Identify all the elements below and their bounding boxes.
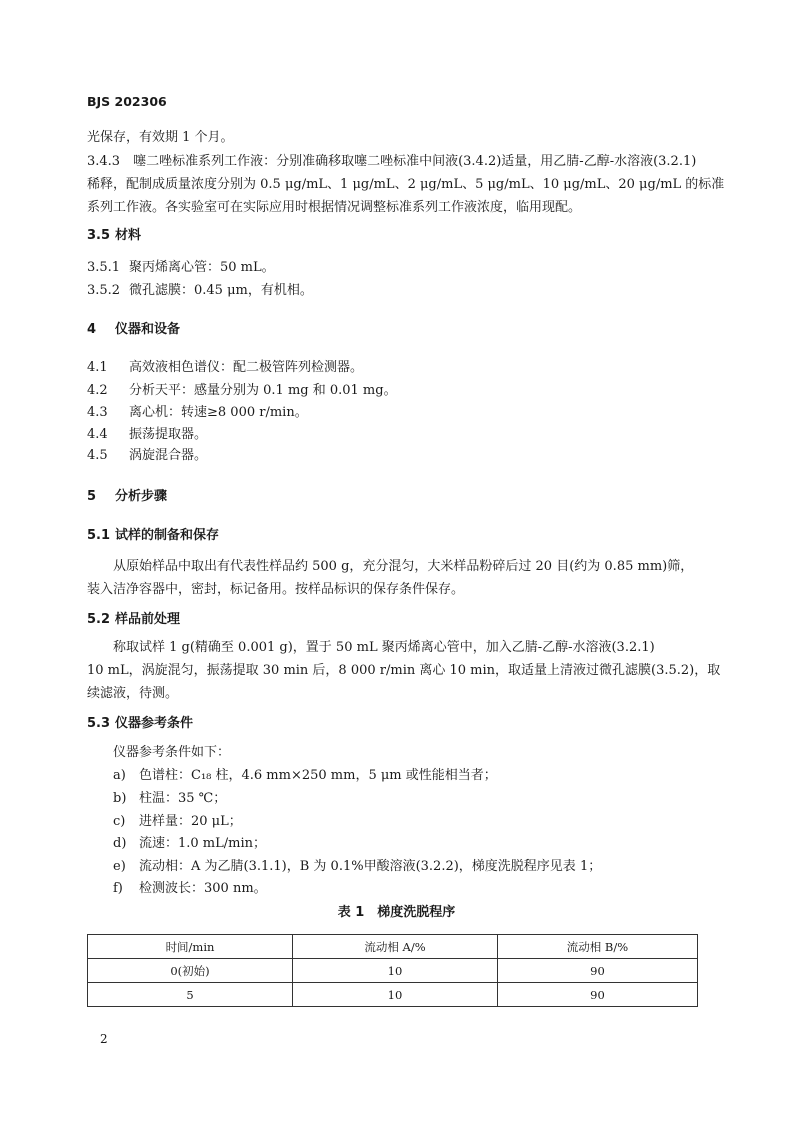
item-text: 涡旋混合器。 bbox=[129, 448, 208, 463]
item-number: 4.3 bbox=[87, 405, 108, 420]
table-caption: 表 1 梯度洗脱程序 bbox=[337, 905, 456, 920]
item-text: 高效液相色谱仪：配二极管阵列检测器。 bbox=[129, 360, 364, 375]
table-cell: 10 bbox=[293, 959, 498, 983]
list-item-label: a) bbox=[113, 768, 126, 783]
section-number: 5.3 bbox=[87, 716, 111, 731]
table-header-cell: 流动相 A/% bbox=[293, 935, 498, 959]
list-item-text: 流动相：A 为乙腈(3.1.1)，B 为 0.1%甲酸溶液(3.2.2)，梯度洗脱程序见表 1； bbox=[139, 859, 602, 874]
table-header-cell: 时间/min bbox=[88, 935, 293, 959]
section-number: 4 bbox=[87, 322, 97, 337]
section-title: 分析步骤 bbox=[115, 489, 168, 504]
section-4-4 bbox=[87, 425, 207, 445]
list-item bbox=[113, 812, 242, 832]
list-item bbox=[113, 857, 601, 877]
section-3-4-3-line-1: 3.4.3 噻二唑标准系列工作液：分别准确移取噻二唑标准中间液(3.4.2)适量，用乙腈-乙醇-水溶液(3.2.1) bbox=[87, 154, 697, 169]
table-row bbox=[88, 959, 698, 983]
section-3-5-heading bbox=[87, 226, 141, 246]
section-title: 仪器参考条件 bbox=[115, 716, 194, 731]
item-number: 3.5.1 bbox=[87, 260, 121, 275]
section-5-1-heading bbox=[87, 526, 219, 546]
section-4-heading bbox=[87, 320, 180, 340]
item-number: 3.5.2 bbox=[87, 283, 121, 298]
intro-line: 光保存，有效期 1 个月。 bbox=[87, 130, 234, 145]
list-item-label: f) bbox=[113, 881, 123, 896]
section-5-3-heading bbox=[87, 714, 193, 734]
section-5-heading bbox=[87, 487, 167, 507]
table-header-row bbox=[88, 935, 698, 959]
list-item bbox=[113, 789, 226, 809]
section-title: 仪器和设备 bbox=[115, 322, 181, 337]
item-number: 4.2 bbox=[87, 383, 108, 398]
table-header-cell: 流动相 B/% bbox=[498, 935, 698, 959]
section-number: 5.1 bbox=[87, 528, 111, 543]
section-number: 5 bbox=[87, 489, 97, 504]
table-cell: 5 bbox=[88, 983, 293, 1007]
table-cell: 10 bbox=[293, 983, 498, 1007]
document-code: BJS 202306 bbox=[87, 94, 167, 109]
section-5-2-heading bbox=[87, 610, 180, 630]
list-item-label: b) bbox=[113, 791, 127, 806]
section-3-5-2 bbox=[87, 281, 313, 301]
list-item-text: 流速：1.0 mL/min； bbox=[139, 836, 267, 851]
section-4-5 bbox=[87, 446, 207, 466]
table-cell: 0(初始) bbox=[88, 959, 293, 983]
gradient-table bbox=[87, 934, 698, 1007]
section-5-1-para-line-1: 从原始样品中取出有代表性样品约 500 g，充分混匀，大米样品粉碎后过 20 目(约为 0.85 mm)筛， bbox=[113, 559, 694, 574]
section-5-2-para-line-3: 续滤液，待测。 bbox=[87, 686, 179, 701]
item-number: 4.4 bbox=[87, 427, 108, 442]
list-item bbox=[113, 834, 266, 854]
section-3-4-3-line-3: 系列工作液。各实验室可在实际应用时根据情况调整标准系列工作液浓度，临用现配。 bbox=[87, 200, 582, 215]
list-item-text: 检测波长：300 nm。 bbox=[139, 881, 267, 896]
table-cell: 90 bbox=[498, 959, 698, 983]
item-number: 4.5 bbox=[87, 448, 108, 463]
section-title: 样品前处理 bbox=[115, 612, 181, 627]
section-3-5-1 bbox=[87, 258, 275, 278]
section-title: 试样的制备和保存 bbox=[115, 528, 220, 543]
list-item-text: 进样量：20 μL； bbox=[139, 814, 242, 829]
section-number: 5.2 bbox=[87, 612, 111, 627]
section-title: 材料 bbox=[115, 228, 142, 243]
section-4-2 bbox=[87, 381, 397, 401]
list-item bbox=[113, 879, 267, 899]
section-5-2-para-line-1: 称取试样 1 g(精确至 0.001 g)，置于 50 mL 聚丙烯离心管中，加入乙腈-乙醇-水溶液(3.2.1) bbox=[113, 640, 655, 655]
item-number: 4.1 bbox=[87, 360, 108, 375]
section-3-4-3-line-2: 稀释，配制成质量浓度分别为 0.5 μg/mL、1 μg/mL、2 μg/mL、5 μg/mL、10 μg/mL、20 μg/mL 的标准 bbox=[87, 177, 725, 192]
section-5-3-intro: 仪器参考条件如下： bbox=[113, 745, 231, 760]
section-4-1 bbox=[87, 358, 363, 378]
item-text: 聚丙烯离心管：50 mL。 bbox=[129, 260, 275, 275]
item-text: 离心机：转速≥8 000 r/min。 bbox=[129, 405, 308, 420]
list-item-text: 色谱柱：C₁₈ 柱，4.6 mm×250 mm，5 μm 或性能相当者； bbox=[139, 768, 497, 783]
list-item bbox=[113, 766, 497, 786]
table-cell: 90 bbox=[498, 983, 698, 1007]
page-number: 2 bbox=[100, 1032, 108, 1046]
list-item-label: e) bbox=[113, 859, 126, 874]
section-number: 3.5 bbox=[87, 228, 111, 243]
item-text: 分析天平：感量分别为 0.1 mg 和 0.01 mg。 bbox=[129, 383, 397, 398]
list-item-text: 柱温：35 ℃； bbox=[139, 791, 227, 806]
table-row bbox=[88, 983, 698, 1007]
item-text: 振荡提取器。 bbox=[129, 427, 208, 442]
list-item-label: d) bbox=[113, 836, 127, 851]
section-5-2-para-line-2: 10 mL，涡旋混匀，振荡提取 30 min 后，8 000 r/min 离心 10 min，取适量上清液过微孔滤膜(3.5.2)，取 bbox=[87, 663, 721, 678]
list-item-label: c) bbox=[113, 814, 126, 829]
section-5-1-para-line-2: 装入洁净容器中，密封，标记备用。按样品标识的保存条件保存。 bbox=[87, 582, 465, 597]
section-4-3 bbox=[87, 403, 308, 423]
item-text: 微孔滤膜：0.45 μm，有机相。 bbox=[129, 283, 313, 298]
